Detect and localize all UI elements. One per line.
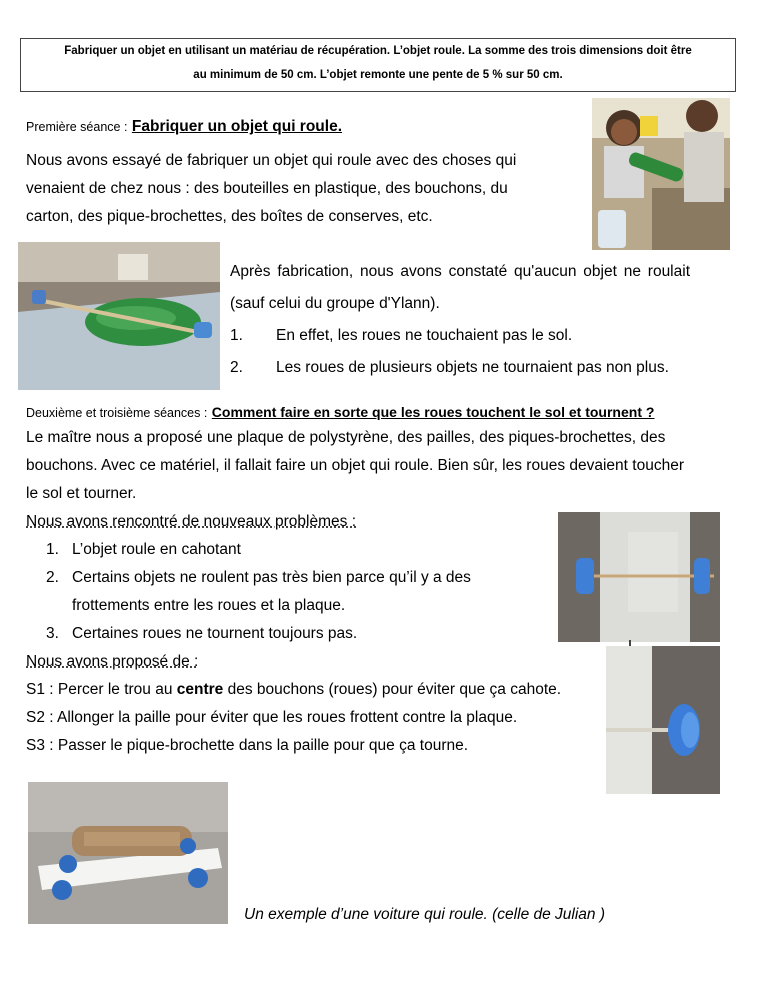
- section2-heading: [26, 404, 654, 422]
- proposal-s2: S2 : Allonger la paille pour éviter que les roues frottent contre la plaque.: [26, 709, 518, 726]
- section1-label: Première séance :: [26, 120, 128, 134]
- photo-caption: Un exemple d’une voiture qui roule. (celle de Julian ): [244, 906, 606, 923]
- julian-car-photo: [28, 782, 228, 924]
- list-number: 2.: [46, 569, 59, 586]
- header-line-1: Fabriquer un objet en utilisant un matériau de récupération. L’objet roule. La somme des trois dimensions doit être: [64, 45, 692, 57]
- s1-text: S1 : Percer le trou au: [26, 681, 177, 698]
- paragraph-line: Nous avons essayé de fabriquer un objet qui roule avec des choses qui: [26, 152, 517, 169]
- paragraph-line: carton, des pique-brochettes, des boîtes de conserves, etc.: [26, 208, 433, 225]
- section1-paragraph: [26, 147, 586, 231]
- bottle-car-photo: [18, 242, 220, 390]
- list-item: [230, 354, 690, 382]
- section1-title: Fabriquer un objet qui roule.: [131, 118, 343, 135]
- list-number: 2.: [230, 359, 243, 376]
- list-number: 1.: [230, 327, 243, 344]
- list-text: Certains objets ne roulent pas très bien parce qu’il y a des: [72, 569, 471, 586]
- after-line: Après fabrication, nous avons constaté qu'aucun objet ne roulait: [230, 263, 690, 280]
- after-line: (sauf celui du groupe d'Ylann).: [230, 295, 440, 312]
- list-number: 1.: [46, 541, 59, 558]
- s1-text-end: des bouchons (roues) pour éviter que ça cahote.: [223, 681, 562, 698]
- assignment-header: [20, 38, 736, 92]
- paragraph-line: bouchons. Avec ce matériel, il fallait faire un objet qui roule. Bien sûr, les roues devaient toucher: [26, 457, 684, 474]
- section1-heading: [26, 118, 342, 136]
- list-text: Certaines roues ne tournent toujours pas.: [72, 625, 358, 642]
- paragraph-line: le sol et tourner.: [26, 485, 137, 502]
- proposals-heading: Nous avons proposé de :: [26, 653, 199, 670]
- polystyrene-axle-photo: [558, 512, 720, 642]
- wheel-closeup-photo: [606, 646, 720, 794]
- list-text: L’objet roule en cahotant: [72, 541, 241, 558]
- list-text: frottements entre les roues et la plaque.: [72, 597, 346, 614]
- paragraph-line: Le maître nous a proposé une plaque de polystyrène, des pailles, des piques-brochettes, des: [26, 429, 666, 446]
- list-item: [230, 322, 690, 350]
- s1-bold: centre: [176, 681, 224, 698]
- children-building-photo: [592, 98, 730, 250]
- section2-label: Deuxième et troisième séances :: [26, 406, 208, 420]
- list-text: Les roues de plusieurs objets ne tournaient pas non plus.: [276, 359, 669, 376]
- paragraph-line: venaient de chez nous : des bouteilles en plastique, des bouchons, du: [26, 180, 508, 197]
- header-line-2: au minimum de 50 cm. L’objet remonte une pente de 5 % sur 50 cm.: [193, 69, 563, 81]
- after-fabrication-text: [230, 258, 690, 382]
- proposal-s3: S3 : Passer le pique-brochette dans la paille pour que ça tourne.: [26, 737, 469, 754]
- list-number: 3.: [46, 625, 59, 642]
- problems-heading: Nous avons rencontré de nouveaux problèmes :: [26, 513, 357, 530]
- section2-title: Comment faire en sorte que les roues touchent le sol et tournent ?: [211, 404, 655, 420]
- list-text: En effet, les roues ne touchaient pas le sol.: [276, 327, 573, 344]
